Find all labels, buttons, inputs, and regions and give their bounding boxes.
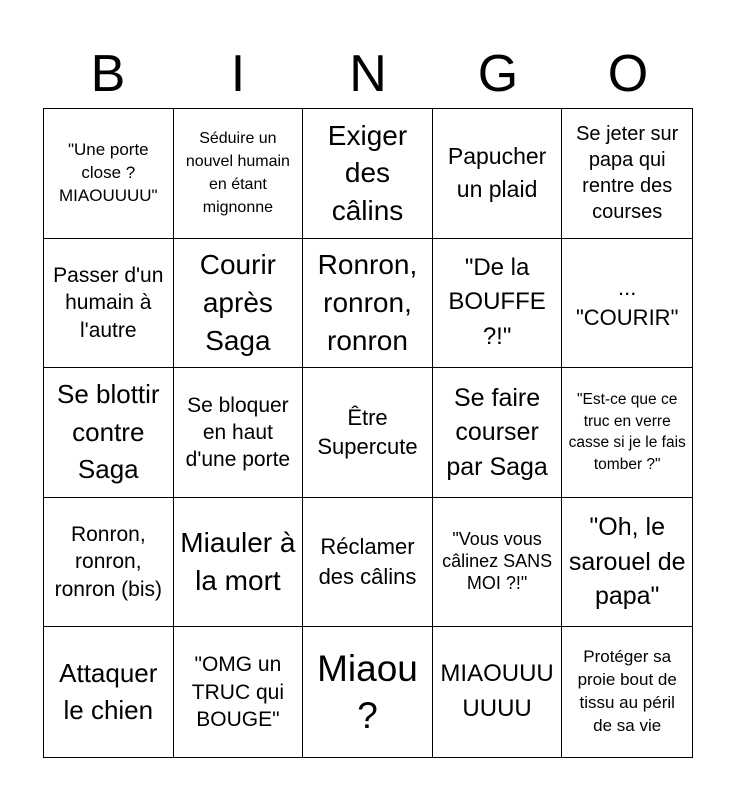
bingo-cell-5-1[interactable]: Attaquer le chien <box>44 627 174 757</box>
bingo-cell-2-4[interactable]: "De la BOUFFE ?!" <box>433 239 563 369</box>
bingo-cell-3-2[interactable]: Se bloquer en haut d'une porte <box>174 368 304 498</box>
bingo-cell-4-3[interactable]: Réclamer des câlins <box>303 498 433 628</box>
bingo-cell-1-2[interactable]: Séduire un nouvel humain en étant mignonne <box>174 109 304 239</box>
bingo-cell-4-1[interactable]: Ronron, ronron, ronron (bis) <box>44 498 174 628</box>
header-letter-i: I <box>230 45 246 103</box>
bingo-cell-2-1[interactable]: Passer d'un humain à l'autre <box>44 239 174 369</box>
bingo-cell-1-4[interactable]: Papucher un plaid <box>433 109 563 239</box>
bingo-cell-3-4[interactable]: Se faire courser par Saga <box>433 368 563 498</box>
bingo-cell-3-1[interactable]: Se blottir contre Saga <box>44 368 174 498</box>
bingo-cell-2-3[interactable]: Ronron, ronron, ronron <box>303 239 433 369</box>
header-letter-n: N <box>349 45 387 103</box>
bingo-cell-4-2[interactable]: Miauler à la mort <box>174 498 304 628</box>
bingo-grid <box>43 108 693 758</box>
bingo-header <box>43 40 693 108</box>
bingo-cell-2-5[interactable]: ... "COURIR" <box>562 239 692 369</box>
bingo-cell-2-2[interactable]: Courir après Saga <box>174 239 304 369</box>
header-letter-g: G <box>477 45 519 103</box>
header-letter-b: B <box>90 45 126 103</box>
bingo-cell-5-5[interactable]: Protéger sa proie bout de tissu au péril de sa vie <box>577 647 677 736</box>
bingo-cell-1-1[interactable]: "Une porte close ? MIAOUUUU" <box>44 109 174 239</box>
bingo-cell-3-3[interactable]: Être Supercute <box>303 368 433 498</box>
bingo-cell-5-4[interactable]: MIAOUUUUUUU <box>433 627 563 757</box>
bingo-cell-4-4[interactable]: "Vous vous câlinez SANS MOI ?!" <box>433 498 563 628</box>
bingo-cell-1-3[interactable]: Exiger des câlins <box>303 109 433 239</box>
bingo-cell-4-5[interactable]: "Oh, le sarouel de papa" <box>562 498 692 628</box>
header-letter-o: O <box>607 45 649 103</box>
bingo-cell-5-2[interactable]: "OMG un TRUC qui BOUGE" <box>174 627 304 757</box>
bingo-cell-1-5[interactable]: Se jeter sur papa qui rentre des courses <box>562 109 692 239</box>
bingo-cell-3-5[interactable]: "Est-ce que ce truc en verre casse si je le fais tomber ?" <box>562 368 692 498</box>
bingo-cell-5-3[interactable]: Miaou ? <box>303 627 433 757</box>
